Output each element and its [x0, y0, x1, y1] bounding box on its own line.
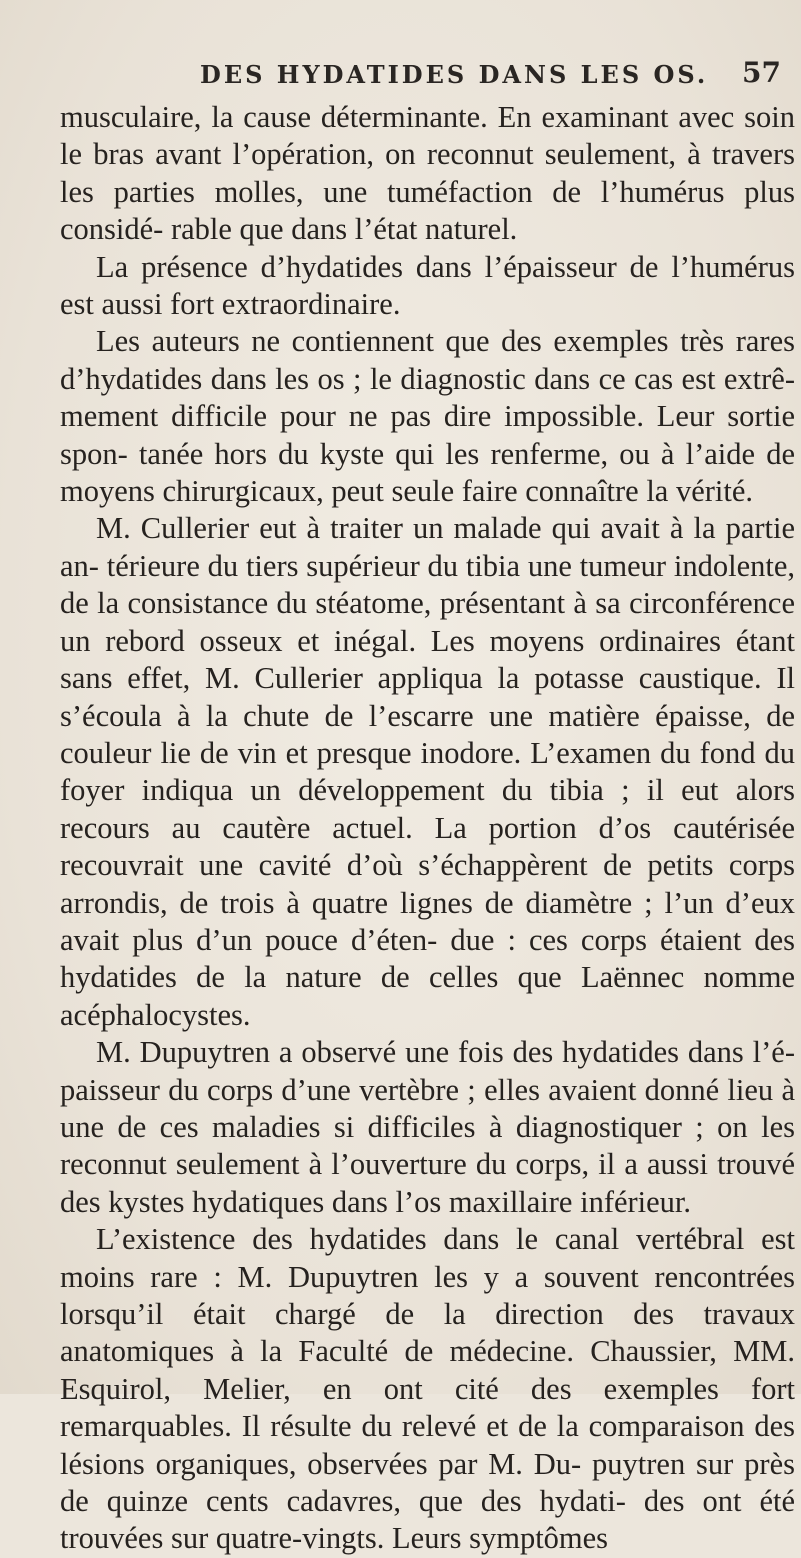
page-header [60, 56, 795, 92]
paragraph: musculaire, la cause déterminante. En examinant avec soin le bras avant l’opération, on reconnut seulement, à travers les parties molles, une tuméfaction de l’humérus plus considé- rable que dans l’état naturel. [60, 100, 795, 247]
paragraph: M. Dupuytren a observé une fois des hydatides dans l’é- paisseur du corps d’une vertèbre ; elles avaient donné lieu à une de ces maladies si difficiles à diagnostiquer ; on les reconnut seulement à l’ouverture du corps, il a aussi trouvé des kystes hydatiques dans l’os maxillaire inférieur. [60, 1035, 795, 1219]
paragraph: Les auteurs ne contiennent que des exemples très rares d’hydatides dans les os ; le diagnostic dans ce cas est extrê- mement difficile pour ne pas dire impossible. Leur sortie spon- tanée hors du kyste qui les renferme, ou à l’aide de moyens chirurgicaux, peut seule faire connaître la vérité. [60, 324, 795, 509]
paragraph: M. Cullerier eut à traiter un malade qui avait à la partie an- térieure du tiers supérieur du tibia une tumeur indolente, de la consistance du stéatome, présentant à sa circonférence un rebord osseux et inégal. Les moyens ordinaires étant sans effet, M. Cullerier appliqua la potasse caustique. Il s’écoula à la chute de l’escarre une matière épaisse, de couleur lie de vin et presque inodore. L’examen du fond du foyer indiqua un développement du tibia ; il eut alors recours au cautère actuel. La portion d’os cautérisée recouvrait une cavité d’où s’échappèrent de petits corps arrondis, de trois à quatre lignes de diamètre ; l’un d’eux avait plus d’un pouce d’éten- due : ces corps étaient des hydatides de la nature de celles que Laënnec nomme acéphalocystes. [60, 511, 795, 1032]
running-head: DES HYDATIDES DANS LES OS. [200, 60, 709, 89]
paragraph: La présence d’hydatides dans l’épaisseur de l’humérus est aussi fort extraordinaire. [60, 249, 795, 322]
page-number: 57 [742, 56, 781, 89]
body-text [60, 99, 795, 1558]
paragraph: L’existence des hydatides dans le canal vertébral est moins rare : M. Dupuytren les y a souvent rencontrées lorsqu’il était chargé de la direction des travaux anatomiques à la Faculté de médecine. Chaussier, MM. Esquirol, Melier, en ont cité des exemples fort remarquables. Il résulte du relevé et de la comparaison des lésions organiques, observées par M. Du- puytren sur près de quinze cents cadavres, que des hydati- des ont été trouvées sur quatre-vingts. Leurs symptômes [60, 1222, 795, 1556]
